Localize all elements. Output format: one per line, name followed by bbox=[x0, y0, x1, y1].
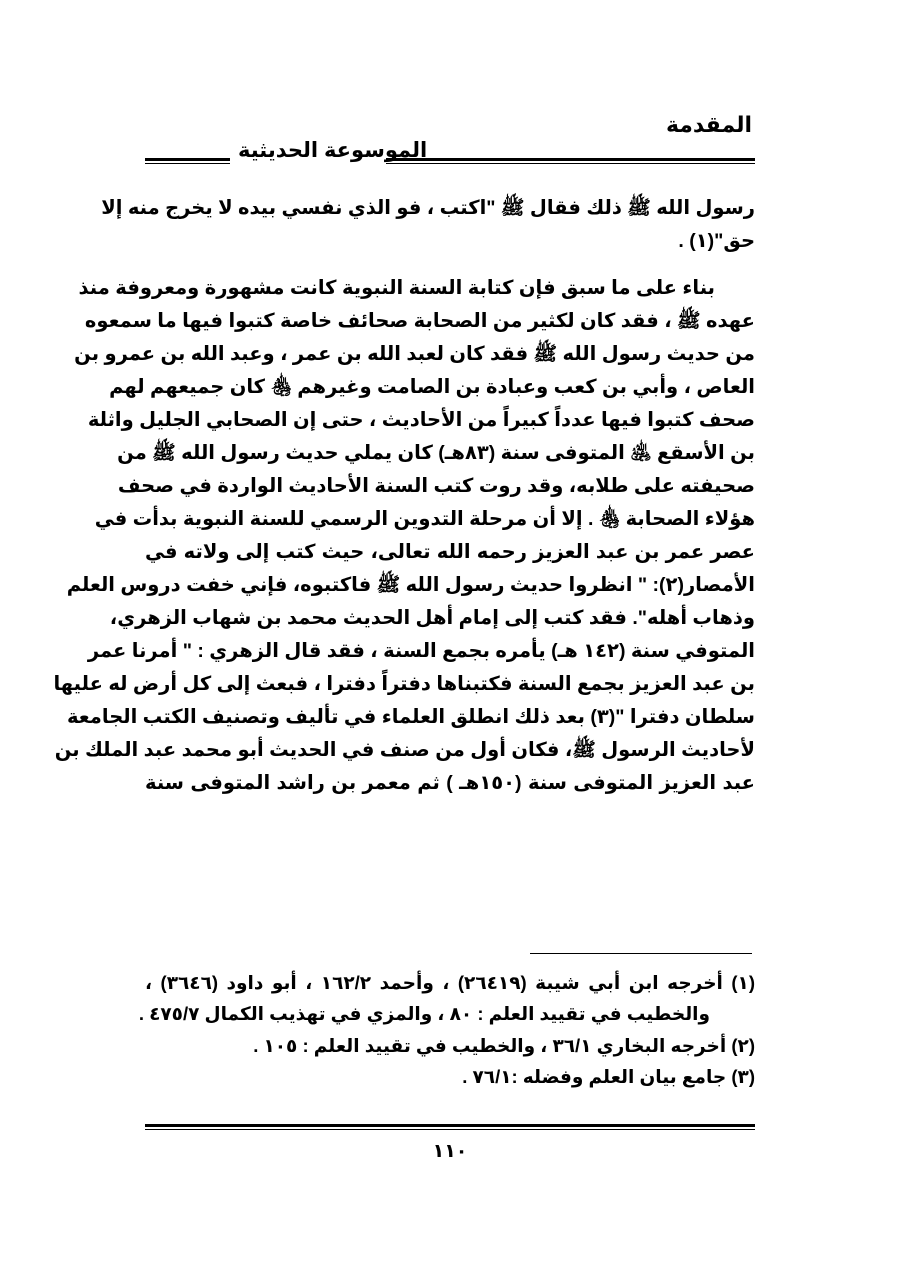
body-line: رسول الله ﷺ ذلك فقال ﷺ "اكتب ، فو الذي نفسي بيده لا يخرج منه إلا bbox=[101, 197, 755, 219]
footnote-3: (٣) جامع بيان العلم وفضله :٧٦/١ . bbox=[462, 1066, 755, 1087]
body-line: بن عبد العزيز بجمع السنة فكتبناها دفتراً دفترا ، فبعث إلى كل أرض له عليها bbox=[53, 673, 755, 695]
footnote-1-cont: والخطيب في تقييد العلم : ٨٠ ، والمزي في تهذيب الكمال ٤٧٥/٧ . bbox=[138, 1003, 710, 1024]
header-rule-short bbox=[145, 158, 230, 164]
body-line: المتوفي سنة (١٤٢ هـ) يأمره بجمع السنة ، فقد قال الزهري : " أمرنا عمر bbox=[87, 640, 755, 662]
footnote-separator bbox=[530, 953, 752, 954]
body-line: لأحاديث الرسول ﷺ، فكان أول من صنف في الحديث أبو محمد عبد الملك بن bbox=[54, 739, 755, 761]
footnote-1: (١) أخرجه ابن أبي شيبة (٢٦٤١٩) ، وأحمد ١٦٢/٢ ، أبو داود (٣٦٤٦) ، bbox=[145, 972, 755, 993]
body-line: من حديث رسول الله ﷺ فقد كان لعبد الله بن عمر ، وعبد الله بن عمرو بن bbox=[74, 343, 755, 365]
body-line: الأمصار(٢): " انظروا حديث رسول الله ﷺ فاكتبوه، فإني خفت دروس العلم bbox=[66, 574, 755, 596]
body-line: عبد العزيز المتوفى سنة (١٥٠هـ ) ثم معمر بن راشد المتوفى سنة bbox=[145, 772, 756, 794]
book-title: الموسوعة الحديثية bbox=[238, 139, 428, 162]
header-rule-long bbox=[386, 158, 755, 164]
body-line: صحيفته على طلابه، وقد روت كتب السنة الأحاديث الواردة في صحف bbox=[117, 475, 755, 497]
body-line: هؤلاء الصحابة ﵃ . إلا أن مرحلة التدوين الرسمي للسنة النبوية بدأت في bbox=[94, 508, 755, 530]
footnote-2: (٢) أخرجه البخاري ٣٦/١ ، والخطيب في تقييد العلم : ١٠٥ . bbox=[253, 1035, 755, 1056]
body-line: عهده ﷺ ، فقد كان لكثير من الصحابة صحائف خاصة كتبوا فيها ما سمعوه bbox=[84, 310, 755, 332]
body-line: العاص ، وأبي بن كعب وعبادة بن الصامت وغيرهم ﵃ كان جميعهم لهم bbox=[109, 376, 755, 398]
chapter-title: المقدمة bbox=[665, 112, 752, 137]
body-line: سلطان دفترا "(٣) بعد ذلك انطلق العلماء في تأليف وتصنيف الكتب الجامعة bbox=[66, 706, 755, 728]
body-line: بن الأسقع ﵁ المتوفى سنة (٨٣هـ) كان يملي حديث رسول الله ﷺ من bbox=[117, 442, 755, 464]
body-line: بناء على ما سبق فإن كتابة السنة النبوية كانت مشهورة ومعروفة منذ bbox=[78, 277, 715, 299]
body-line: وذهاب أهله". فقد كتب إلى إمام أهل الحديث محمد بن شهاب الزهري، bbox=[109, 607, 755, 629]
footer-rule bbox=[145, 1124, 755, 1130]
page-number: ١١٠ bbox=[432, 1141, 468, 1162]
body-line: صحف كتبوا فيها عدداً كبيراً من الأحاديث ، حتى إن الصحابي الجليل واثلة bbox=[87, 409, 755, 431]
body-line: حق"(١) . bbox=[678, 230, 755, 252]
body-line: عصر عمر بن عبد العزيز رحمه الله تعالى، حيث كتب إلى ولاته في bbox=[145, 541, 755, 563]
